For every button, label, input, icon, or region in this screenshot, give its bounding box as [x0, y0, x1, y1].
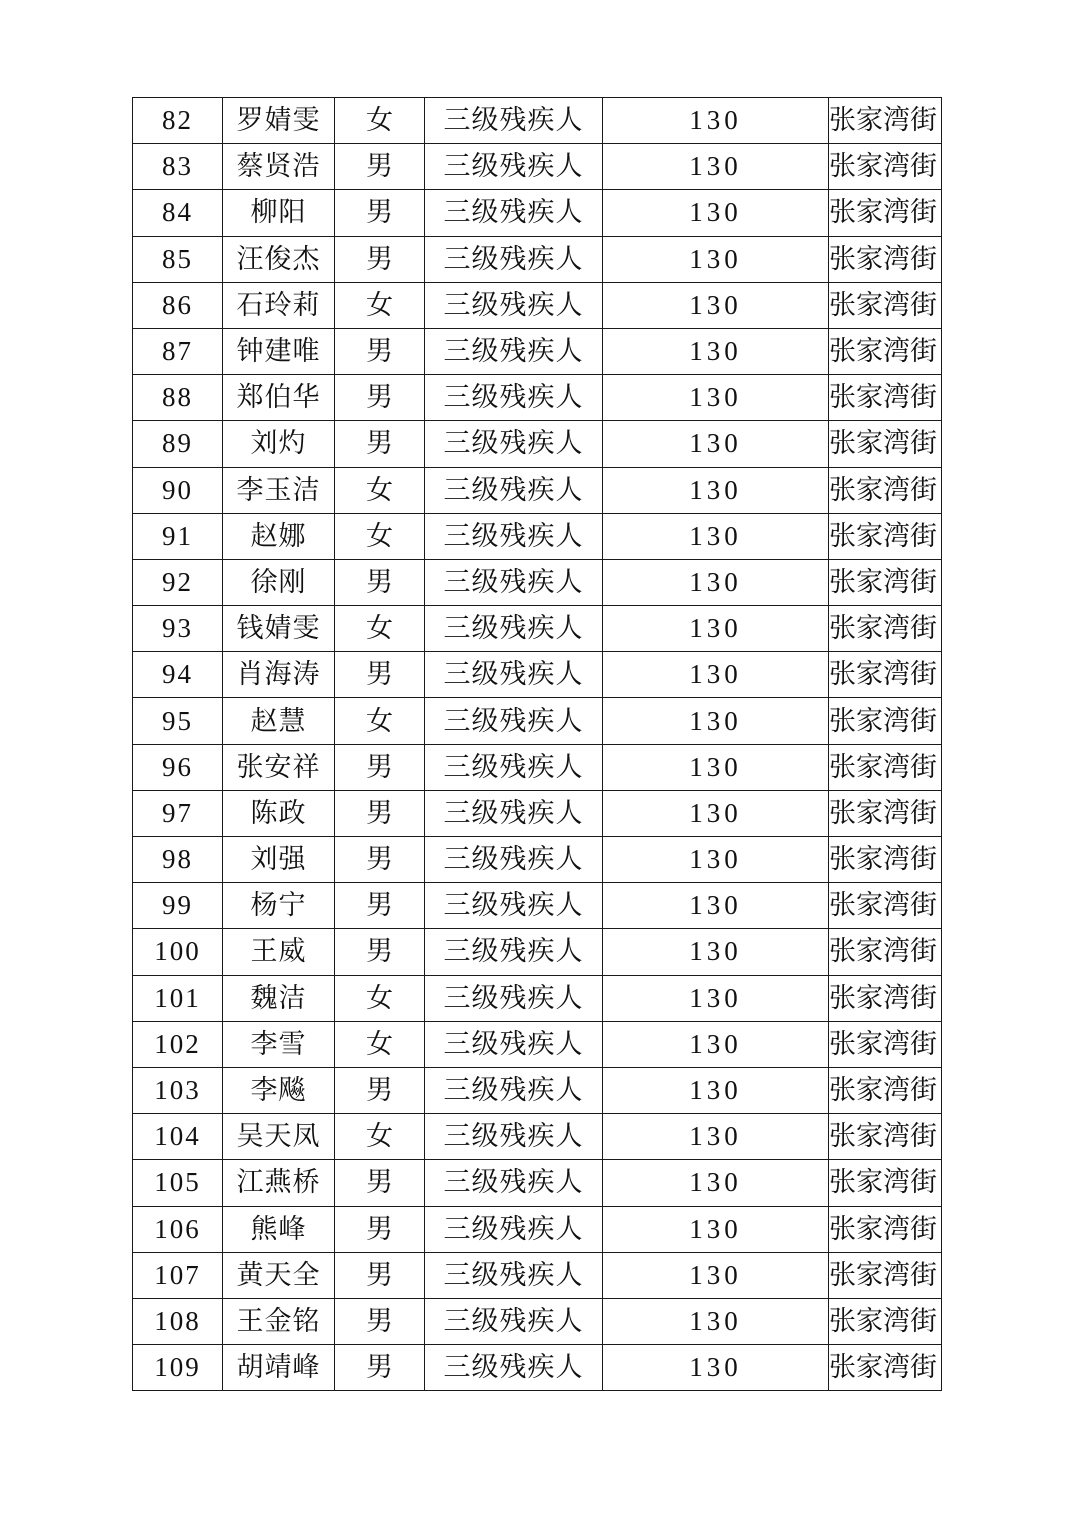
name-cell: 蔡贤浩 [223, 144, 335, 190]
gender-cell: 女 [335, 606, 425, 652]
name-cell: 胡靖峰 [223, 1345, 335, 1391]
disability-level-cell: 三级残疾人 [425, 1206, 603, 1252]
street-cell: 张家湾街 [829, 1252, 942, 1298]
amount-cell: 130 [603, 513, 829, 559]
street-cell: 张家湾街 [829, 790, 942, 836]
disability-level-cell: 三级残疾人 [425, 1298, 603, 1344]
gender-cell: 男 [335, 1067, 425, 1113]
table-row [133, 513, 942, 559]
street-cell: 张家湾街 [829, 328, 942, 374]
disability-level-cell: 三级残疾人 [425, 652, 603, 698]
disability-level-cell: 三级残疾人 [425, 328, 603, 374]
street-cell: 张家湾街 [829, 421, 942, 467]
gender-cell: 男 [335, 1345, 425, 1391]
street-cell: 张家湾街 [829, 1298, 942, 1344]
street-cell: 张家湾街 [829, 513, 942, 559]
disability-level-cell: 三级残疾人 [425, 375, 603, 421]
street-cell: 张家湾街 [829, 190, 942, 236]
row-number-cell: 94 [133, 652, 223, 698]
table-row [133, 375, 942, 421]
table-row [133, 190, 942, 236]
row-number-cell: 108 [133, 1298, 223, 1344]
amount-cell: 130 [603, 1160, 829, 1206]
table-row [133, 1206, 942, 1252]
street-cell: 张家湾街 [829, 1021, 942, 1067]
amount-cell: 130 [603, 1114, 829, 1160]
disability-level-cell: 三级残疾人 [425, 744, 603, 790]
amount-cell: 130 [603, 744, 829, 790]
gender-cell: 男 [335, 929, 425, 975]
street-cell: 张家湾街 [829, 1160, 942, 1206]
disability-level-cell: 三级残疾人 [425, 1345, 603, 1391]
street-cell: 张家湾街 [829, 698, 942, 744]
row-number-cell: 85 [133, 236, 223, 282]
street-cell: 张家湾街 [829, 975, 942, 1021]
table-row [133, 282, 942, 328]
row-number-cell: 96 [133, 744, 223, 790]
disability-level-cell: 三级残疾人 [425, 190, 603, 236]
name-cell: 赵慧 [223, 698, 335, 744]
amount-cell: 130 [603, 282, 829, 328]
table-row [133, 236, 942, 282]
name-cell: 赵娜 [223, 513, 335, 559]
row-number-cell: 83 [133, 144, 223, 190]
name-cell: 熊峰 [223, 1206, 335, 1252]
street-cell: 张家湾街 [829, 375, 942, 421]
amount-cell: 130 [603, 559, 829, 605]
disability-level-cell: 三级残疾人 [425, 421, 603, 467]
name-cell: 李雪 [223, 1021, 335, 1067]
street-cell: 张家湾街 [829, 1206, 942, 1252]
table-row [133, 1021, 942, 1067]
row-number-cell: 91 [133, 513, 223, 559]
gender-cell: 女 [335, 467, 425, 513]
disability-level-cell: 三级残疾人 [425, 1114, 603, 1160]
name-cell: 郑伯华 [223, 375, 335, 421]
name-cell: 魏洁 [223, 975, 335, 1021]
disability-level-cell: 三级残疾人 [425, 467, 603, 513]
amount-cell: 130 [603, 421, 829, 467]
gender-cell: 男 [335, 328, 425, 374]
table-row [133, 883, 942, 929]
amount-cell: 130 [603, 1021, 829, 1067]
gender-cell: 男 [335, 421, 425, 467]
table-row [133, 698, 942, 744]
name-cell: 吴天凤 [223, 1114, 335, 1160]
amount-cell: 130 [603, 190, 829, 236]
row-number-cell: 102 [133, 1021, 223, 1067]
row-number-cell: 98 [133, 837, 223, 883]
gender-cell: 女 [335, 98, 425, 144]
disability-level-cell: 三级残疾人 [425, 98, 603, 144]
table-row [133, 421, 942, 467]
disability-level-cell: 三级残疾人 [425, 975, 603, 1021]
disability-level-cell: 三级残疾人 [425, 1160, 603, 1206]
gender-cell: 女 [335, 1021, 425, 1067]
row-number-cell: 100 [133, 929, 223, 975]
gender-cell: 男 [335, 1160, 425, 1206]
row-number-cell: 86 [133, 282, 223, 328]
table-row [133, 144, 942, 190]
name-cell: 汪俊杰 [223, 236, 335, 282]
street-cell: 张家湾街 [829, 744, 942, 790]
disability-level-cell: 三级残疾人 [425, 144, 603, 190]
table-row [133, 1160, 942, 1206]
gender-cell: 男 [335, 1252, 425, 1298]
name-cell: 刘强 [223, 837, 335, 883]
street-cell: 张家湾街 [829, 1067, 942, 1113]
street-cell: 张家湾街 [829, 144, 942, 190]
street-cell: 张家湾街 [829, 606, 942, 652]
disability-level-cell: 三级残疾人 [425, 513, 603, 559]
street-cell: 张家湾街 [829, 1345, 942, 1391]
amount-cell: 130 [603, 1067, 829, 1113]
gender-cell: 男 [335, 144, 425, 190]
row-number-cell: 93 [133, 606, 223, 652]
street-cell: 张家湾街 [829, 1114, 942, 1160]
disability-level-cell: 三级残疾人 [425, 236, 603, 282]
row-number-cell: 109 [133, 1345, 223, 1391]
row-number-cell: 105 [133, 1160, 223, 1206]
street-cell: 张家湾街 [829, 652, 942, 698]
row-number-cell: 87 [133, 328, 223, 374]
table-row [133, 652, 942, 698]
amount-cell: 130 [603, 606, 829, 652]
name-cell: 罗婧雯 [223, 98, 335, 144]
amount-cell: 130 [603, 144, 829, 190]
name-cell: 徐刚 [223, 559, 335, 605]
amount-cell: 130 [603, 375, 829, 421]
amount-cell: 130 [603, 1298, 829, 1344]
amount-cell: 130 [603, 652, 829, 698]
row-number-cell: 84 [133, 190, 223, 236]
street-cell: 张家湾街 [829, 236, 942, 282]
street-cell: 张家湾街 [829, 282, 942, 328]
gender-cell: 男 [335, 652, 425, 698]
table-row [133, 929, 942, 975]
amount-cell: 130 [603, 236, 829, 282]
disability-level-cell: 三级残疾人 [425, 929, 603, 975]
amount-cell: 130 [603, 929, 829, 975]
amount-cell: 130 [603, 467, 829, 513]
row-number-cell: 103 [133, 1067, 223, 1113]
gender-cell: 男 [335, 1206, 425, 1252]
gender-cell: 男 [335, 559, 425, 605]
name-cell: 石玲莉 [223, 282, 335, 328]
name-cell: 柳阳 [223, 190, 335, 236]
disability-level-cell: 三级残疾人 [425, 1067, 603, 1113]
name-cell: 刘灼 [223, 421, 335, 467]
amount-cell: 130 [603, 975, 829, 1021]
row-number-cell: 95 [133, 698, 223, 744]
gender-cell: 男 [335, 837, 425, 883]
disability-level-cell: 三级残疾人 [425, 698, 603, 744]
name-cell: 江燕桥 [223, 1160, 335, 1206]
row-number-cell: 99 [133, 883, 223, 929]
name-cell: 黄天全 [223, 1252, 335, 1298]
roster-table [132, 97, 942, 1391]
row-number-cell: 106 [133, 1206, 223, 1252]
row-number-cell: 90 [133, 467, 223, 513]
amount-cell: 130 [603, 328, 829, 374]
street-cell: 张家湾街 [829, 467, 942, 513]
disability-level-cell: 三级残疾人 [425, 606, 603, 652]
disability-level-cell: 三级残疾人 [425, 1021, 603, 1067]
disability-level-cell: 三级残疾人 [425, 282, 603, 328]
table-row [133, 328, 942, 374]
roster-table-body [133, 98, 942, 1391]
name-cell: 王金铭 [223, 1298, 335, 1344]
table-row [133, 1252, 942, 1298]
amount-cell: 130 [603, 790, 829, 836]
table-row [133, 98, 942, 144]
street-cell: 张家湾街 [829, 98, 942, 144]
street-cell: 张家湾街 [829, 559, 942, 605]
disability-level-cell: 三级残疾人 [425, 559, 603, 605]
gender-cell: 女 [335, 513, 425, 559]
table-row [133, 467, 942, 513]
name-cell: 李玉洁 [223, 467, 335, 513]
disability-level-cell: 三级残疾人 [425, 1252, 603, 1298]
table-row [133, 744, 942, 790]
amount-cell: 130 [603, 837, 829, 883]
gender-cell: 女 [335, 698, 425, 744]
table-row [133, 1298, 942, 1344]
amount-cell: 130 [603, 1345, 829, 1391]
street-cell: 张家湾街 [829, 883, 942, 929]
disability-level-cell: 三级残疾人 [425, 790, 603, 836]
disability-level-cell: 三级残疾人 [425, 837, 603, 883]
row-number-cell: 82 [133, 98, 223, 144]
table-row [133, 559, 942, 605]
table-row [133, 1067, 942, 1113]
gender-cell: 男 [335, 375, 425, 421]
table-row [133, 975, 942, 1021]
row-number-cell: 107 [133, 1252, 223, 1298]
gender-cell: 女 [335, 1114, 425, 1160]
gender-cell: 男 [335, 190, 425, 236]
name-cell: 钱婧雯 [223, 606, 335, 652]
gender-cell: 女 [335, 975, 425, 1021]
gender-cell: 男 [335, 790, 425, 836]
name-cell: 肖海涛 [223, 652, 335, 698]
row-number-cell: 104 [133, 1114, 223, 1160]
name-cell: 钟建唯 [223, 328, 335, 374]
street-cell: 张家湾街 [829, 929, 942, 975]
street-cell: 张家湾街 [829, 837, 942, 883]
row-number-cell: 101 [133, 975, 223, 1021]
amount-cell: 130 [603, 883, 829, 929]
name-cell: 张安祥 [223, 744, 335, 790]
amount-cell: 130 [603, 698, 829, 744]
row-number-cell: 89 [133, 421, 223, 467]
table-row [133, 1345, 942, 1391]
row-number-cell: 92 [133, 559, 223, 605]
name-cell: 陈政 [223, 790, 335, 836]
amount-cell: 130 [603, 1206, 829, 1252]
gender-cell: 男 [335, 1298, 425, 1344]
gender-cell: 女 [335, 282, 425, 328]
name-cell: 杨宁 [223, 883, 335, 929]
gender-cell: 男 [335, 236, 425, 282]
name-cell: 李飚 [223, 1067, 335, 1113]
gender-cell: 男 [335, 744, 425, 790]
table-row [133, 606, 942, 652]
table-row [133, 790, 942, 836]
row-number-cell: 88 [133, 375, 223, 421]
name-cell: 王威 [223, 929, 335, 975]
row-number-cell: 97 [133, 790, 223, 836]
amount-cell: 130 [603, 1252, 829, 1298]
disability-level-cell: 三级残疾人 [425, 883, 603, 929]
table-row [133, 837, 942, 883]
table-row [133, 1114, 942, 1160]
gender-cell: 男 [335, 883, 425, 929]
amount-cell: 130 [603, 98, 829, 144]
